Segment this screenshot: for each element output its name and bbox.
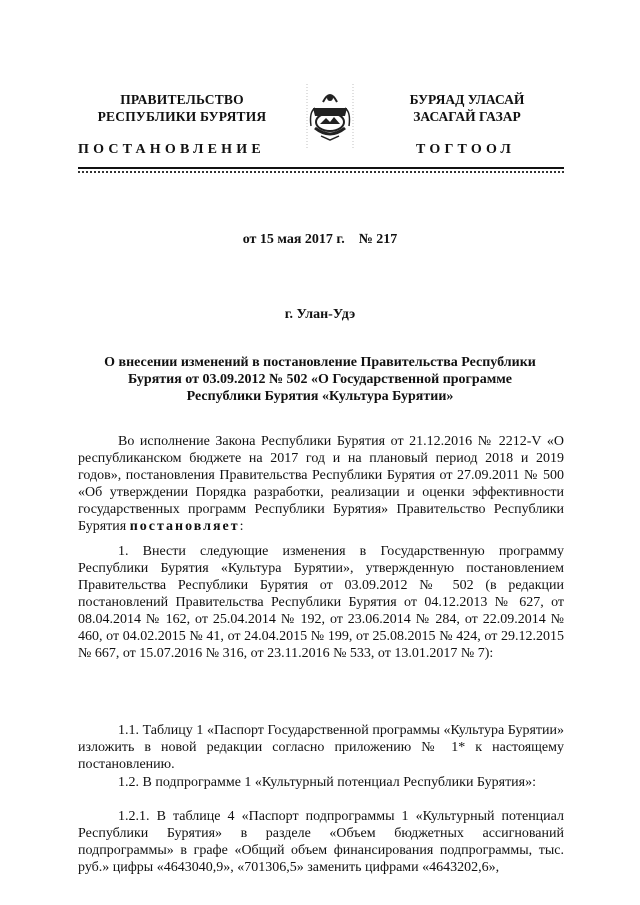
government-name-bur-line1: БУРЯАД УЛАСАЙ xyxy=(409,92,525,107)
preamble-paragraph xyxy=(78,433,564,535)
decree-word: постановляет xyxy=(129,519,240,534)
document-city: г. Улан-Удэ xyxy=(284,307,356,322)
item-1-1-paragraph: 1.1. Таблицу 1 «Паспорт Государственной программы «Культура Бурятии» изложить в новой редакции согласно приложению № 1* к настоящему постановлению. xyxy=(78,723,564,772)
preamble-text: Во исполнение Закона Республики Бурятия от 21.12.2016 № 2212-V «О республиканском бюджете на 2017 год и на плановый период 2018 и 2019 годов», постановления Правительства Республики Бурятия от 27.09.2011 № 500 «Об утверждении Порядка разработки, реализации и оценки эффективности государственных программ Республики Бурятия» Правительство Республики Бурятия xyxy=(78,434,564,534)
coat-of-arms-emblem xyxy=(301,82,359,152)
document-date-number xyxy=(0,232,640,248)
document-type-buryat: ТОГТООЛ xyxy=(416,142,516,157)
item-1-2-1-paragraph: 1.2.1. В таблице 4 «Паспорт подпрограммы 1 «Культурный потенциал Республики Бурятия» в разделе «Объем бюджетных ассигнований подпрограммы» в графе «Общий объем финансирования подпрограммы, тыс. руб.» цифры «4643040,9», «701306,5» заменить цифрами «4643202,6», xyxy=(78,809,564,875)
decree-colon: : xyxy=(239,519,244,534)
government-name-russian xyxy=(92,91,272,125)
header-divider-dotted xyxy=(78,171,564,173)
coat-of-arms-icon xyxy=(301,82,359,152)
government-name-bur-line2: ЗАСАГАЙ ГАЗАР xyxy=(413,109,521,124)
document-number: № 217 xyxy=(358,232,398,247)
government-name-ru-line2: РЕСПУБЛИКИ БУРЯТИЯ xyxy=(97,109,267,124)
item-1-2-paragraph: 1.2. В подпрограмме 1 «Культурный потенциал Республики Бурятия»: xyxy=(118,775,537,790)
item-1-paragraph: 1. Внести следующие изменения в Государственную программу Республики Бурятия «Культура Бурятии», утвержденную постановлением Правительства Республики Бурятия от 03.09.2012 № 502 (в редакции постановлений Правительства Республики Бурятия от 04.12.2013 № 627, от 08.04.2014 № 162, от 25.04.2014 № 192, от 23.06.2014 № 284, от 22.09.2014 № 460, от 04.02.2015 № 41, от 24.04.2015 № 199, от 25.08.2015 № 424, от 29.12.2015 № 667, от 15.07.2016 № 316, от 23.11.2016 № 533, от 13.01.2017 № 7): xyxy=(78,544,564,661)
document-type-russian: ПОСТАНОВЛЕНИЕ xyxy=(78,142,265,157)
government-name-ru-line1: ПРАВИТЕЛЬСТВО xyxy=(120,92,244,107)
government-name-buryat xyxy=(392,91,542,125)
document-title: О внесении изменений в постановление Правительства Республики Бурятия от 03.09.2012 № 502 «О Государственной программе Республики Бурятия «Культура Бурятии» xyxy=(104,355,536,404)
header-divider-solid xyxy=(78,167,564,169)
document-date: от 15 мая 2017 г. xyxy=(242,232,345,247)
